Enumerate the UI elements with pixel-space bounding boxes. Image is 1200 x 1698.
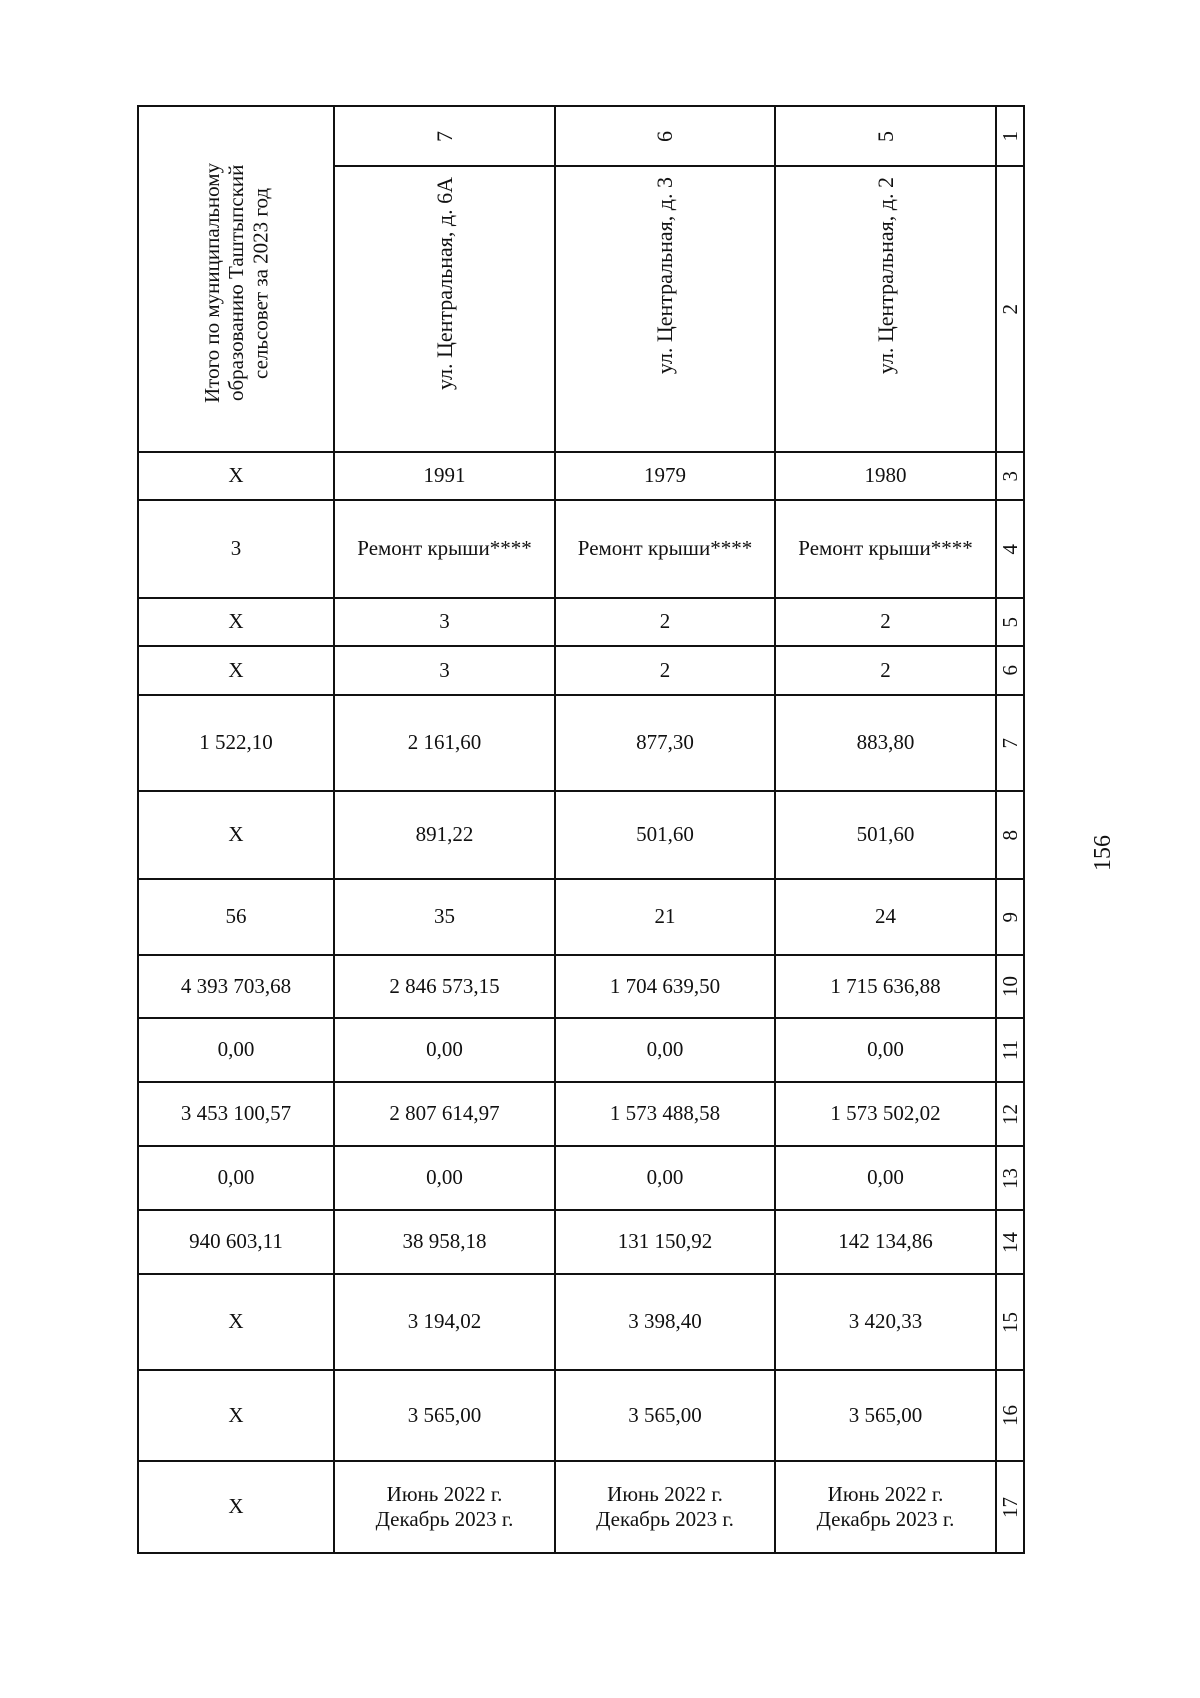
house-6-cell: 21 bbox=[556, 880, 776, 956]
house-5-cell: 501,60 bbox=[776, 792, 997, 880]
house-7-cell: 3 565,00 bbox=[335, 1371, 556, 1462]
table-row bbox=[139, 880, 1025, 956]
end-date: Декабрь 2023 г. bbox=[375, 1507, 514, 1531]
page-number: 156 bbox=[1090, 835, 1116, 871]
row-index: 9 bbox=[997, 911, 1022, 923]
table-row bbox=[139, 1275, 1025, 1371]
house-6-cell: 1 704 639,50 bbox=[556, 956, 776, 1019]
house-6-cell: Ремонт крыши**** bbox=[556, 501, 776, 599]
house-6-cell: 0,00 bbox=[556, 1019, 776, 1083]
house-5-cell: 3 420,33 bbox=[776, 1275, 997, 1371]
total-cell: 56 bbox=[139, 880, 335, 956]
table-row bbox=[139, 1147, 1025, 1211]
start-date: Июнь 2022 г. bbox=[386, 1481, 503, 1506]
table-row bbox=[139, 1019, 1025, 1083]
total-cell: 0,00 bbox=[139, 1147, 335, 1211]
index-col-2: 2 bbox=[997, 303, 1022, 315]
row-index: 12 bbox=[997, 1103, 1022, 1125]
house-7-cell: 35 bbox=[335, 880, 556, 956]
house-6-cell: 2 bbox=[556, 599, 776, 647]
house-7-address: ул. Центральная, д. 6А bbox=[431, 177, 457, 391]
house-6-address: ул. Центральная, д. 3 bbox=[652, 177, 678, 375]
row-index: 13 bbox=[997, 1167, 1022, 1189]
row-index: 3 bbox=[997, 470, 1022, 482]
house-5-cell: 1 573 502,02 bbox=[776, 1083, 997, 1147]
house-5-cell: 0,00 bbox=[776, 1147, 997, 1211]
house-6-cell: 877,30 bbox=[556, 696, 776, 792]
start-date: Июнь 2022 г. bbox=[827, 1481, 944, 1506]
total-cell: 940 603,11 bbox=[139, 1211, 335, 1275]
start-date: Июнь 2022 г. bbox=[607, 1481, 723, 1506]
house-6-cell: 3 398,40 bbox=[556, 1275, 776, 1371]
house-7-cell: 0,00 bbox=[335, 1147, 556, 1211]
row-index: 8 bbox=[997, 829, 1022, 841]
house-6-header bbox=[556, 107, 776, 453]
house-6-dates bbox=[556, 1462, 776, 1554]
house-6-cell: 501,60 bbox=[556, 792, 776, 880]
row-index: 14 bbox=[997, 1231, 1022, 1253]
house-7-cell: 2 161,60 bbox=[335, 696, 556, 792]
total-cell: X bbox=[139, 599, 335, 647]
total-cell: 3 453 100,57 bbox=[139, 1083, 335, 1147]
total-cell: 0,00 bbox=[139, 1019, 335, 1083]
total-cell: 3 bbox=[139, 501, 335, 599]
table-row bbox=[139, 1211, 1025, 1275]
house-5-cell: 142 134,86 bbox=[776, 1211, 997, 1275]
row-index: 4 bbox=[997, 543, 1022, 555]
data-table bbox=[137, 105, 1025, 1554]
end-date: Декабрь 2023 г. bbox=[596, 1507, 734, 1531]
house-7-cell: 3 194,02 bbox=[335, 1275, 556, 1371]
house-6-cell: 3 565,00 bbox=[556, 1371, 776, 1462]
row-index: 7 bbox=[997, 737, 1022, 749]
house-6-cell: 131 150,92 bbox=[556, 1211, 776, 1275]
house-7-cell: 891,22 bbox=[335, 792, 556, 880]
house-7-cell: 1991 bbox=[335, 453, 556, 501]
house-5-cell: 24 bbox=[776, 880, 997, 956]
table-row-dates bbox=[139, 1462, 1025, 1554]
total-cell: X bbox=[139, 1371, 335, 1462]
house-5-cell: 0,00 bbox=[776, 1019, 997, 1083]
table-row bbox=[139, 453, 1025, 501]
house-6-cell: 0,00 bbox=[556, 1147, 776, 1211]
house-7-cell: 3 bbox=[335, 647, 556, 696]
total-header-cell bbox=[139, 107, 335, 453]
table-row bbox=[139, 792, 1025, 880]
house-5-cell: 1 715 636,88 bbox=[776, 956, 997, 1019]
house-5-cell: 2 bbox=[776, 599, 997, 647]
house-5-cell: 1980 bbox=[776, 453, 997, 501]
row-index: 17 bbox=[997, 1496, 1022, 1518]
total-cell: X bbox=[139, 792, 335, 880]
house-5-number: 5 bbox=[872, 130, 898, 142]
total-cell: 4 393 703,68 bbox=[139, 956, 335, 1019]
house-5-dates bbox=[776, 1462, 997, 1554]
house-7-dates bbox=[335, 1462, 556, 1554]
house-7-cell: Ремонт крыши**** bbox=[335, 501, 556, 599]
table-row bbox=[139, 501, 1025, 599]
total-cell: X bbox=[139, 647, 335, 696]
index-col-1: 1 bbox=[997, 130, 1022, 142]
row-index: 5 bbox=[997, 616, 1022, 628]
table-row bbox=[139, 599, 1025, 647]
house-6-cell: 1 573 488,58 bbox=[556, 1083, 776, 1147]
table-row bbox=[139, 1371, 1025, 1462]
house-6-cell: 1979 bbox=[556, 453, 776, 501]
house-7-cell: 0,00 bbox=[335, 1019, 556, 1083]
row-index: 10 bbox=[997, 976, 1022, 997]
house-7-number: 7 bbox=[431, 130, 457, 142]
house-5-cell: 2 bbox=[776, 647, 997, 696]
table-row bbox=[139, 647, 1025, 696]
house-7-cell: 2 846 573,15 bbox=[335, 956, 556, 1019]
table-row bbox=[139, 1083, 1025, 1147]
total-cell: X bbox=[139, 1275, 335, 1371]
house-5-address: ул. Центральная, д. 2 bbox=[872, 177, 898, 375]
total-cell: X bbox=[139, 1462, 335, 1554]
house-5-cell: 3 565,00 bbox=[776, 1371, 997, 1462]
row-index: 16 bbox=[997, 1405, 1022, 1426]
house-5-cell: 883,80 bbox=[776, 696, 997, 792]
house-7-cell: 38 958,18 bbox=[335, 1211, 556, 1275]
house-6-cell: 2 bbox=[556, 647, 776, 696]
total-header-label: Итого по муниципальному образованию Таштыпский сельсовет за 2023 год bbox=[199, 162, 273, 404]
table-row bbox=[139, 956, 1025, 1019]
table-row bbox=[139, 696, 1025, 792]
house-5-cell: Ремонт крыши**** bbox=[776, 501, 997, 599]
total-cell: X bbox=[139, 453, 335, 501]
house-5-header bbox=[776, 107, 997, 453]
house-7-header bbox=[335, 107, 556, 453]
house-7-cell: 3 bbox=[335, 599, 556, 647]
row-index: 6 bbox=[997, 665, 1022, 676]
house-7-cell: 2 807 614,97 bbox=[335, 1083, 556, 1147]
index-header bbox=[997, 107, 1025, 453]
row-index: 15 bbox=[997, 1311, 1022, 1333]
total-cell: 1 522,10 bbox=[139, 696, 335, 792]
house-6-number: 6 bbox=[652, 130, 678, 142]
header-row bbox=[139, 107, 1025, 453]
end-date: Декабрь 2023 г. bbox=[816, 1507, 955, 1531]
row-index: 11 bbox=[997, 1039, 1022, 1061]
